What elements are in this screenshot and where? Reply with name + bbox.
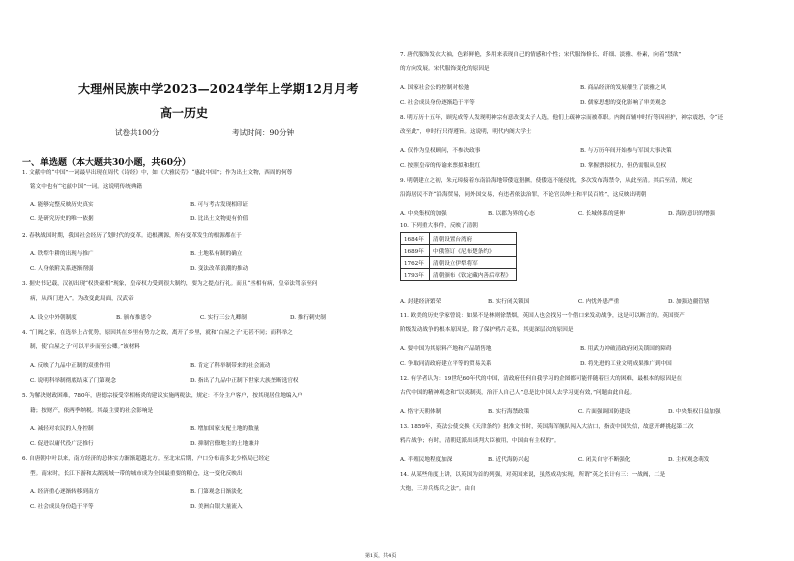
q7-option-d: D. 儒家思想的变化影响了审美观念 — [580, 100, 667, 106]
q6-option-d: D. 美洲白银大量流入 — [190, 504, 243, 510]
q4-line2: 制，使‘白屋之子’可以平步而至公卿。”该材料 — [30, 344, 140, 350]
q4-option-c: C. 说明科举制彻底结束了门第观念 — [30, 378, 116, 384]
table-cell-event: 清朝颁布《钦定藏内善后章程》 — [430, 269, 517, 281]
q11-option-a: A. 要中国为其原料产地和产品销售地 — [400, 346, 492, 352]
q8-line2: 改至此”，申时行只得遵旨。这说明，明代内阁大学士 — [400, 129, 532, 135]
table-cell-year: 1762年 — [401, 257, 430, 269]
q12-line1: 12. 有学者认为：19世纪60年代的中国，清政府任何自我学习的企图都可能伴随着巨大的困难，最根本的原因是在 — [400, 376, 683, 382]
table-cell-year: 1689年 — [401, 245, 430, 257]
q10-option-a: A. 封建经济繁荣 — [400, 299, 442, 305]
q11-option-c: C. 争取同清政府建立平等的贸易关系 — [400, 361, 492, 367]
table-row — [401, 233, 517, 245]
q9-option-c: C. 长城体系的延伸 — [578, 211, 625, 217]
q14-line1: 14. 从某些角度上讲，以英国为首的列强，对英国来说，虽然成功实现，所谓“英之长计有三：一战阀，二是 — [400, 472, 666, 478]
q12-line2: 古代中国的精神观念和“以夷制夷，治汗人自己人”总是比中国人去学习更有效，”问题由此自起。 — [400, 390, 636, 396]
q12-option-c: C. 片面强调国防建设 — [578, 409, 631, 415]
section-heading: 一、单选题（本大题共30小题，共60分） — [22, 158, 192, 168]
q3-line1: 3. 据史书记载，汉初出现“权贵豪相”现象，皇帝权力受到很大制约，要为之提点行礼。而且“丞相有病，皇帝法驾亲至问 — [22, 281, 318, 287]
table-row — [401, 257, 517, 269]
q2-option-c: C. 人身依附关系逐渐削弱 — [30, 266, 94, 272]
q11-option-d: D. 将先进的工业文明成果推广到中国 — [580, 361, 672, 367]
q10-option-c: C. 内忧外患严重 — [578, 299, 620, 305]
q3-option-a: A. 设立中外朝制度 — [30, 315, 77, 321]
q6-option-b: B. 门第观念日渐淡化 — [190, 489, 243, 495]
q8-option-d: D. 掌握票拟权力，但仍需服从皇权 — [580, 163, 667, 169]
q11-line2: 阶级发动战争的根本原因是，除了保护鸦片走私，其更深层次的原因是 — [400, 327, 574, 333]
q13-option-c: C. 闭关自守不断强化 — [578, 457, 631, 463]
q6-line1: 6. 自唐朝中叶以来，南方经济的总体实力渐渐超越北方。至北宋后期，户口分布南多北少格局已经定 — [22, 456, 270, 462]
q3-option-b: B. 颁布推恩令 — [116, 315, 152, 321]
q5-option-c: C. 促进以庸代役广泛推行 — [30, 441, 94, 447]
q1-option-d: D. 比出土文物更有价值 — [190, 216, 249, 222]
q9-line2: 沿海居民不许“沿海贸易，同外国交易，有违者依法治罪，不论官员绅士和平民百姓”，这反映出明朝 — [400, 192, 647, 198]
q7-line1: 7. 唐代服饰发衣大袖，色彩鲜艳，多用来表现自己的情感和个性；宋代服饰修长、纤细、淡雅、朴素，向着“禁欲” — [400, 52, 682, 58]
q7-option-b: B. 商品经济的发展催生了淡雅之风 — [580, 85, 666, 91]
q3-line2: 病，从西门进入”。为改变此局面，汉武帝 — [30, 296, 134, 302]
q10-table — [400, 232, 517, 281]
q5-option-a: A. 减轻对农民的人身控制 — [30, 426, 94, 432]
time-info: 考试时间：90分钟 — [232, 128, 295, 137]
q3-option-d: D. 推行刺史制 — [290, 315, 326, 321]
q1-option-b: B. 可与考古发现相印证 — [190, 202, 249, 208]
table-cell-year: 1793年 — [401, 269, 430, 281]
q1-line2: 铭文中也有“宅兹中国”一词。这说明传统典籍 — [30, 184, 143, 190]
q3-option-c: C. 实行三公九卿制 — [200, 315, 247, 321]
q5-option-d: D. 抑制官僚地主的土地兼并 — [190, 441, 260, 447]
q5-line1: 5. 为解决财政困难，780年，唐德宗接受宰相杨炎的建议实施两税法，规定：不分主户客户，按其现居住地编入户 — [22, 393, 303, 399]
q1-line1: 1. 文献中的“中国”一词最早出现在周代《诗经》中，如《大雅民劳》“惠此中国”；作为出土文物，西周的何尊 — [22, 170, 293, 176]
table-cell-event: 清朝设立伊犁将军 — [430, 257, 517, 269]
q4-option-b: B. 肯定了科举制带来的社会流动 — [190, 363, 271, 369]
q1-option-c: C. 是研究历史的唯一依据 — [30, 216, 94, 222]
q6-option-a: A. 经济重心逐渐转移到南方 — [30, 489, 100, 495]
q12-option-b: B. 实行海禁政策 — [488, 409, 530, 415]
q11-option-b: B. 用武力冲破清政府闭关锁国的障碍 — [580, 346, 672, 352]
q7-line2: 的方向发展。宋代服饰变化的原因是 — [400, 66, 490, 72]
table-cell-event: 中俄签订《尼布楚条约》 — [430, 245, 517, 257]
q13-option-b: B. 近代海防兴起 — [488, 457, 530, 463]
exam-subject: 高一历史 — [160, 106, 209, 120]
page-number: 第1页，共4页 — [365, 553, 397, 559]
q2-line1: 2. 春秋战国时期，我国社会经历了划时代的变革。追根溯源，所有变革发生的根源都在于 — [22, 233, 242, 239]
q11-line1: 11. 欧美的历史学家曾说：如果不是林则徐禁烟，英国人也会找另一个借口来发动战争，这是可以断言的。英国资产 — [400, 313, 685, 319]
q5-line2: 籍；按财产，依两季纳税。其最主要的社会影响是 — [30, 408, 154, 414]
q2-option-a: A. 铁犁牛耕的出现与推广 — [30, 251, 94, 257]
table-row — [401, 245, 517, 257]
q2-option-b: B. 土地私有制的确立 — [190, 251, 243, 257]
table-cell-event: 清朝设置台湾府 — [430, 233, 517, 245]
q12-option-a: A. 恪守天朝体制 — [400, 409, 442, 415]
q7-option-a: A. 国家社会公的控制对松弛 — [400, 85, 470, 91]
q10-stem: 10. 下列重大事件，反映了清朝 — [400, 223, 478, 229]
q8-option-b: B. 与万历年间开始参与军国大事决策 — [580, 148, 672, 154]
q8-option-a: A. 仅作为皇权顾问，不参决政事 — [400, 148, 481, 154]
q4-option-a: A. 反映了九品中正制的双重作用 — [30, 363, 111, 369]
q9-option-b: B. 以郡为界的心态 — [488, 211, 535, 217]
q7-option-c: C. 社会成员身份逐渐趋于平等 — [400, 100, 475, 106]
q5-option-b: B. 增加国家支配土地的数量 — [190, 426, 260, 432]
q10-option-b: B. 实行闭关锁国 — [488, 299, 530, 305]
q9-option-d: D. 海防意识的增强 — [668, 211, 715, 217]
q8-option-c: C. 按照皇帝的传谕来票拟和批红 — [400, 163, 481, 169]
q4-option-d: D. 指出了九品中正制下世家大族垄断选官权 — [190, 378, 299, 384]
q13-line1: 13. 1859年，英法公使交换《天津条约》批准文书时，英国海军舰队闯入大沽口，指责中国失信，故意开衅挑起第二次 — [400, 424, 694, 430]
q13-option-d: D. 主权观念萌发 — [668, 457, 710, 463]
q12-option-d: D. 中央集权日益加强 — [668, 409, 721, 415]
q14-line2: 大炮，三并兵炼兵之法”。由自 — [400, 486, 476, 492]
q9-line1: 9. 明朝建立之初，朱元璋接着东南沿海地带倭寇猖獗，使倭寇不能侵扰，多次发布海禁令，从此至清。其后至清，规定 — [400, 178, 693, 184]
q8-line1: 8. 明万历十五年，顾宪成等人发现明神宗有意改变太子人选，他们上疏神宗而被革职。内阁首辅申时行等因袒护，神宗震怒，令“还 — [400, 115, 724, 121]
q1-option-a: A. 能够完整反映历史真实 — [30, 202, 94, 208]
q4-line1: 4. “门阀之家，在选举上占优势，原因其在乡里有势力之故，离开了乡里，就和‘白屋之子’无甚不同；而科举之 — [22, 330, 293, 336]
table-row — [401, 269, 517, 281]
q2-option-d: D. 变法改革浪潮的推动 — [190, 266, 249, 272]
table-cell-year: 1684年 — [401, 233, 430, 245]
exam-title: 大理州民族中学2023—2024学年上学期12月月考 — [78, 82, 359, 96]
q13-option-a: A. 半殖民地程度加深 — [400, 457, 453, 463]
q10-option-d: D. 加强边疆管辖 — [668, 299, 710, 305]
q6-line2: 型。南宋时，长江下游和太湖流域一带的城市成为全国最重要的粮仓，这一变化反映出 — [30, 471, 243, 477]
q9-option-a: A. 中央集权的加强 — [400, 211, 447, 217]
q6-option-c: C. 社会成员身份趋于平等 — [30, 504, 94, 510]
score-info: 试卷共100分 — [115, 128, 160, 137]
q13-line2: 鸦片战争；有时，清朝廷派出谈判大臣被用，中国由有主权的”。 — [400, 438, 560, 444]
